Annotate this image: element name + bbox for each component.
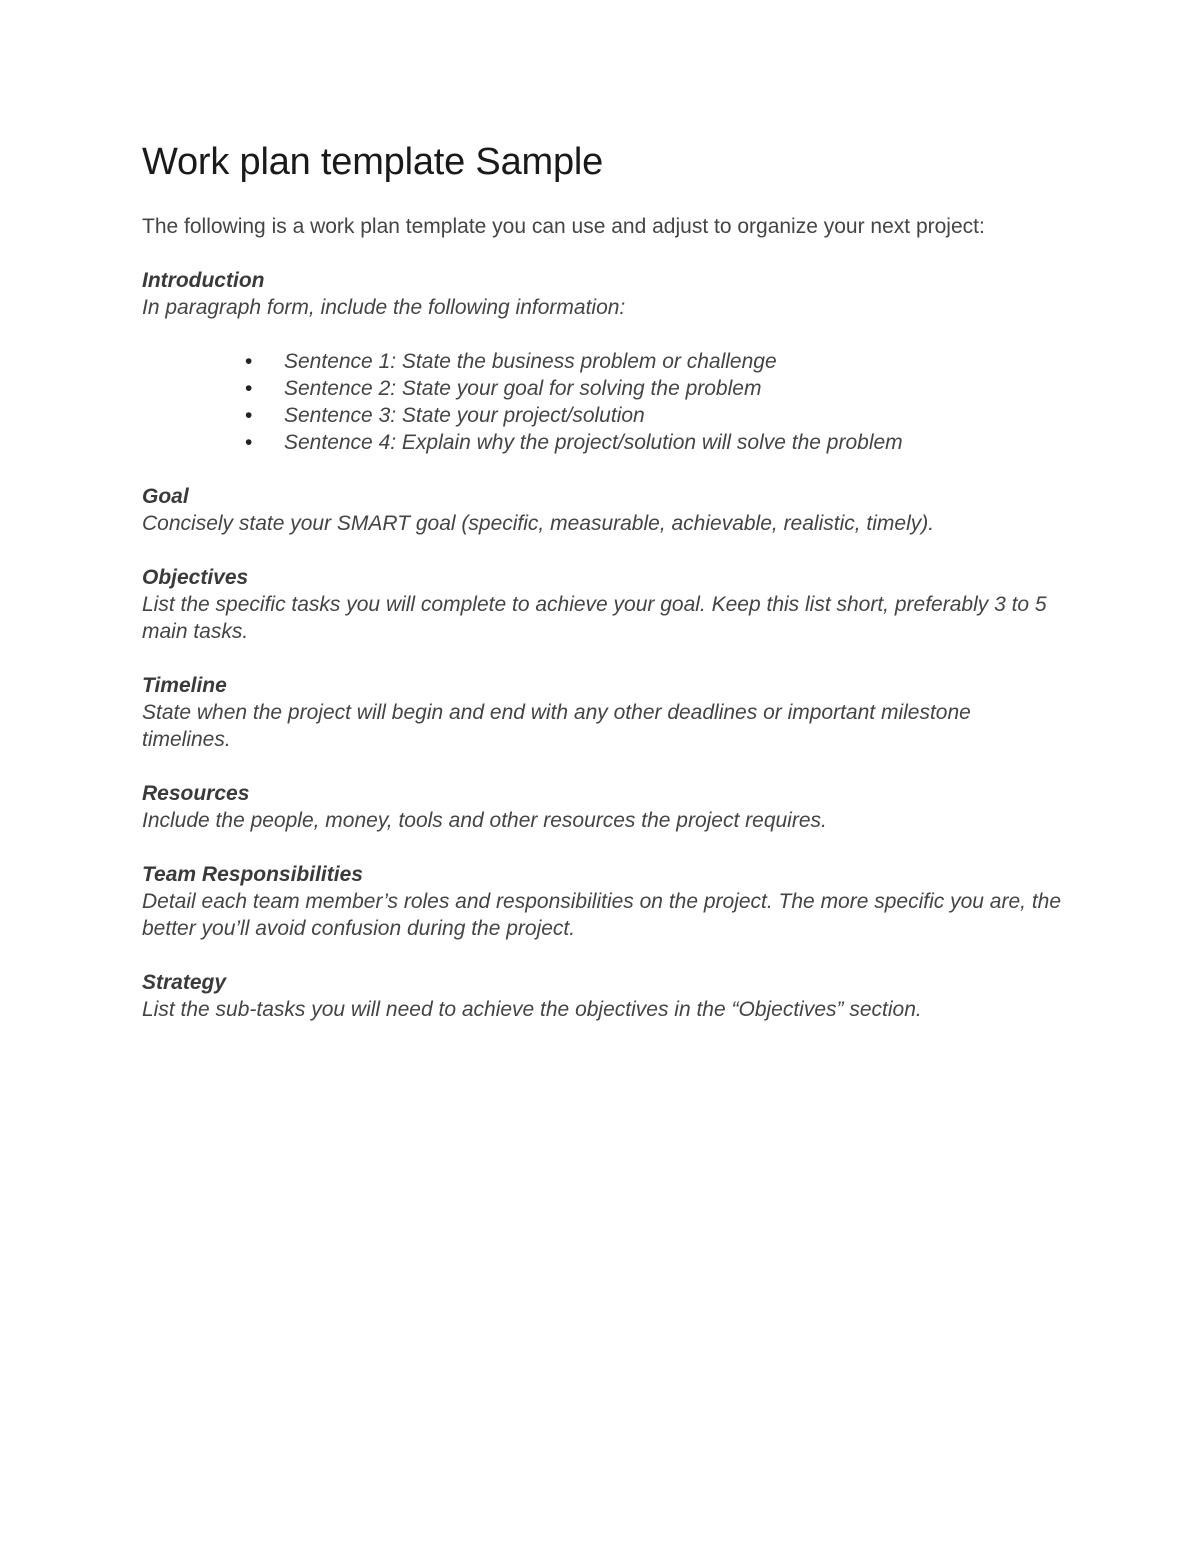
list-item (242, 348, 1062, 375)
section-body-goal: Concisely state your SMART goal (specific, measurable, achievable, realistic, timely). (142, 512, 935, 535)
bullet-icon: • (245, 350, 253, 373)
section-team-responsibilities (142, 861, 1062, 942)
introduction-bullet-list (142, 348, 1062, 456)
bullet-icon: • (245, 431, 253, 454)
list-item-text: Sentence 2: State your goal for solving the problem (284, 377, 762, 400)
section-timeline (142, 672, 1062, 753)
section-body-objectives: List the specific tasks you will complete to achieve your goal. Keep this list short, preferably 3 to 5 main tasks. (142, 593, 1047, 643)
section-body-team-responsibilities: Detail each team member’s roles and responsibilities on the project. The more specific you are, the better you’ll avoid confusion during the project. (142, 890, 1062, 940)
bullet-icon: • (245, 377, 253, 400)
section-heading-objectives: Objectives (142, 566, 249, 589)
section-body-strategy: List the sub-tasks you will need to achieve the objectives in the “Objectives” section. (142, 998, 922, 1021)
section-goal (142, 483, 1062, 537)
bullet-icon: • (245, 404, 253, 427)
section-heading-team-responsibilities: Team Responsibilities (142, 863, 363, 886)
page-title: Work plan template Sample (142, 141, 604, 183)
list-item-text: Sentence 1: State the business problem or challenge (284, 350, 777, 373)
section-heading-strategy: Strategy (142, 971, 227, 994)
list-item (242, 402, 1062, 429)
section-body-resources: Include the people, money, tools and other resources the project requires. (142, 809, 827, 832)
section-heading-introduction: Introduction (142, 269, 265, 292)
section-heading-goal: Goal (142, 485, 189, 508)
section-introduction (142, 267, 1062, 456)
section-heading-resources: Resources (142, 782, 250, 805)
list-item (242, 429, 1062, 456)
section-body-timeline: State when the project will begin and end with any other deadlines or important milestone timelines. (142, 701, 971, 751)
document-page (142, 138, 1062, 1023)
list-item-text: Sentence 4: Explain why the project/solution will solve the problem (284, 431, 903, 454)
section-objectives (142, 564, 1062, 645)
section-heading-timeline: Timeline (142, 674, 227, 697)
list-item (242, 375, 1062, 402)
section-resources (142, 780, 1062, 834)
list-item-text: Sentence 3: State your project/solution (284, 404, 645, 427)
section-strategy (142, 969, 1062, 1023)
intro-paragraph: The following is a work plan template you can use and adjust to organize your next project: (142, 215, 985, 238)
section-body-introduction: In paragraph form, include the following information: (142, 296, 626, 319)
